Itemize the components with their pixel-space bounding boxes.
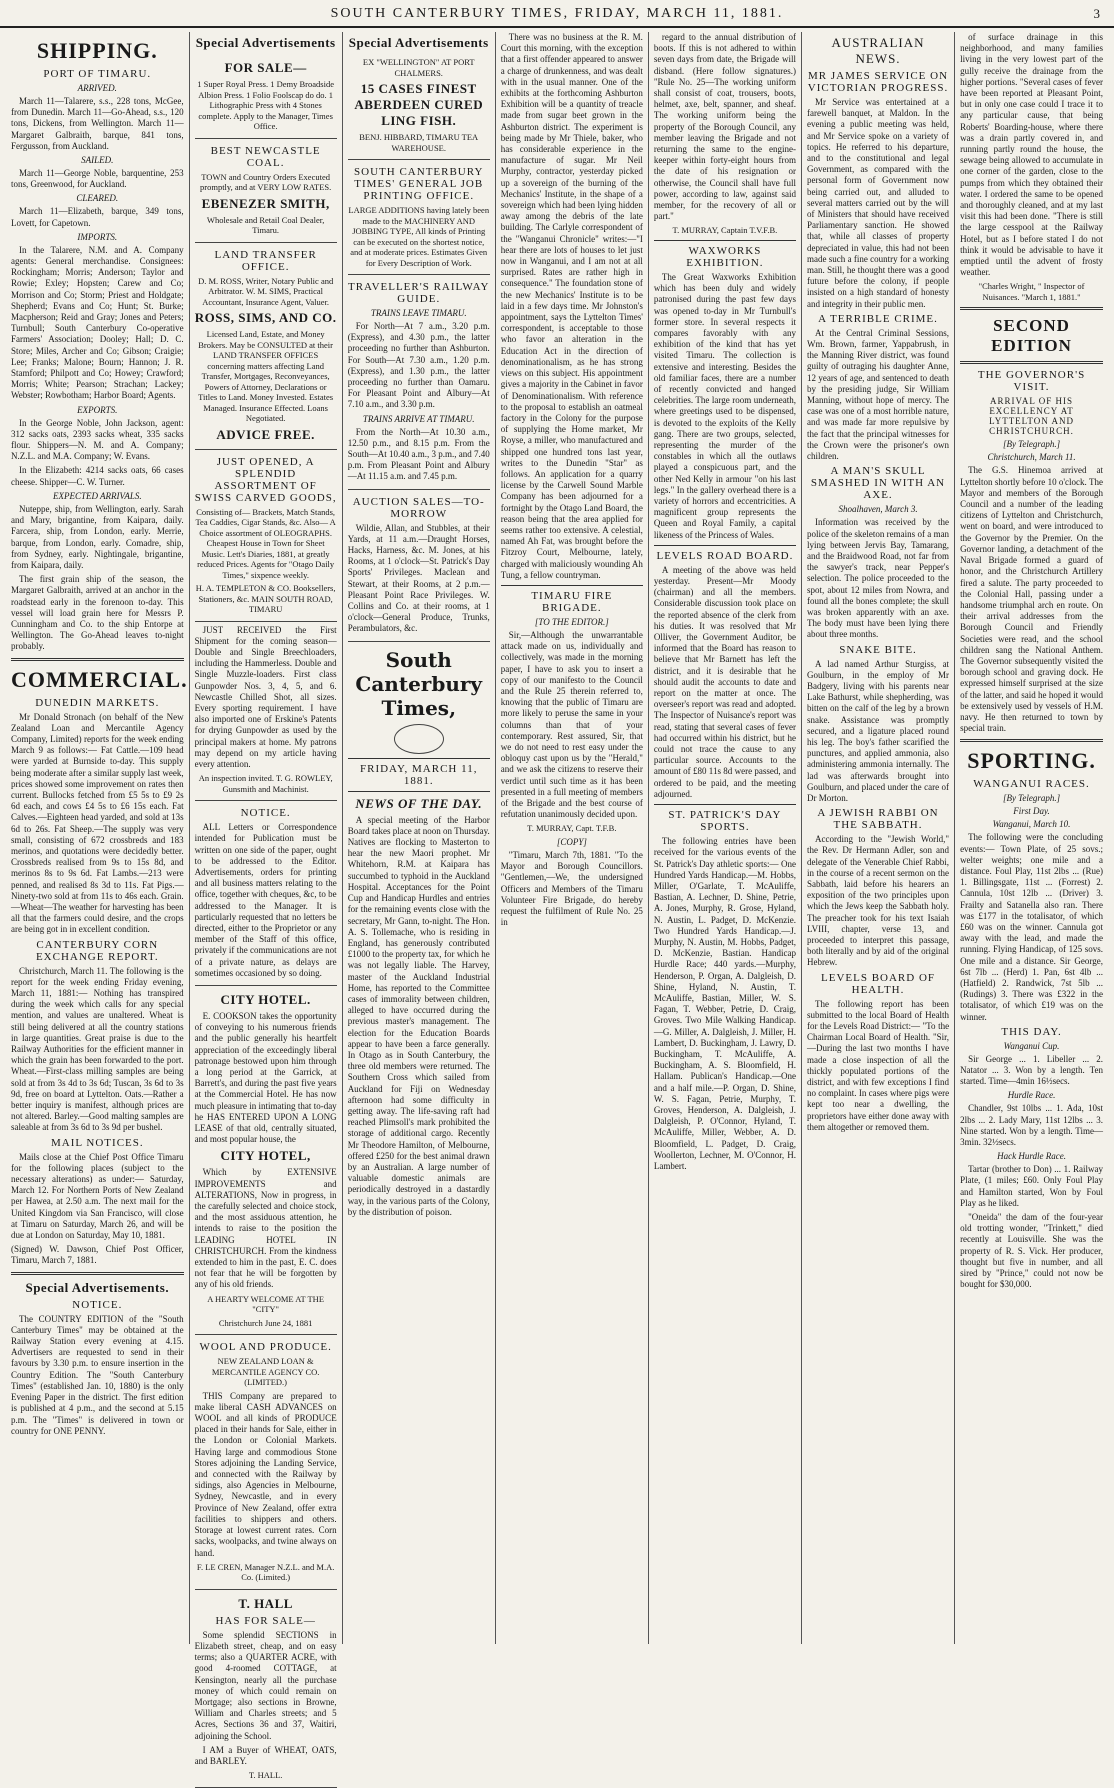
sports-text: The following entries have been received for the various events of the St. Patrick's Day athletic sports:— One Hundred Yards Handicap.—M. Hobbs, Miller, O'Garlate, T. McAuliffe, Bastian, A. Lechner, D. Shine, Petrie, A. Jones, Murphy, R. Grose, Hyland, N. Austin, L. Padget, D. McKenzie. Two Hundred Yards Handicap.—J. Murphy, N. Austin, M. Hobbs, Padget, D. McKenzie, Bastian. Handicap Hurdle Race; 440 yards.—Murphy, Henderson, P. Organ, A. Dalgleish, D. Shine, Hyland, N. Austin, T. McAuliffe, Bastian, Miller, W. S. Fagan, T. Webber, Petrie, D. Craig, Groves. Two Mile Walking Handicap.—G. Miller, A. Dalgleish, J. Miller, H. Lambert, D. Buckingham, J. Lawry, D. Buckingham, T. McAuliffe, A. Buckingham, A. S. Bloomfield, H. Hallam. Publican's Handicap.—One and a half mile.—P. Organ, D. Shine, W. S. Fagan, Petrie, Murphy, T. Groves, Henderson, A. Dalgleish, J. Dalgleish, P. O'Connor, Hyland, T. McAuliffe, Miller, Webber, A. D. Bloomfield, L. Padget, D. Craig, Woollerton, Lechner, M. O'Connor, H. Lambert.: [653, 836, 796, 1171]
divider: [654, 804, 796, 805]
inspector-sign: "Charles Wright, " Inspector of Nuisances. "March 1, 1881.": [978, 281, 1085, 302]
wanganui-place: Wanganui, March 10.: [992, 819, 1071, 830]
masthead: [0, 0, 1114, 28]
sporting-heading: SPORTING.: [967, 748, 1096, 774]
hall-text-2: I AM a Buyer of WHEAT, OATS, and BARLEY.: [194, 1744, 337, 1766]
divider: [11, 658, 184, 661]
templeton-name: H. A. TEMPLETON & CO. Booksellers, Stationers, &c. MAIN SOUTH ROAD, TIMARU: [195, 583, 336, 614]
forsale-text: 1 Super Royal Press. 1 Demy Broadside Albion Press. 1 Folio Foolscap do do. 1 Lithographic Press with 4 Stones complete. Apply to the Manager, Times Office.: [197, 79, 334, 131]
special-ads-heading: Special Advertisements: [195, 35, 336, 50]
fire-sign: T. MURRAY, Capt. T.F.B.: [527, 823, 617, 834]
levels-road-text: A meeting of the above was held yesterday. Present—Mr Moody (chairman) and all the members. Considerable discussion took place on the reported absence of the clerk from his duties. It was resolved that Mr Olliver, the Government Auditor, be informed that the Board has reason to believe that Mr Barnett has left the district, and it is desirable that he should audit the accounts to date and report on the matter at once. The overseer's report was read and adopted. The Inspector of Nuisance's report was read, stating that several cases of fever had occurred within his district, but he could not trace the cause to any particular source. Accounts to the amount of £80 11s 8d were passed, and ordered to be paid, and the meeting adjourned.: [653, 564, 796, 799]
trains-leave-heading: TRAINS LEAVE TIMARU.: [370, 308, 467, 318]
mail-heading: MAIL NOTICES.: [50, 1136, 144, 1149]
divider: [960, 307, 1103, 310]
divider: [501, 585, 643, 586]
divider: [960, 739, 1103, 742]
snake-text: A lad named Arthur Sturgiss, at Goulburn, in the employ of Mr Badgery, living with his parents near Lake Bathurst, while shepherding, was bitten on the calf of the leg by a brown snake. Assistance was promptly secured, and a ligature placed round his leg. The boy's father scarified the punctures, and applied ammonia, also administering ammonia internally. The lad was afterwards brought into Goulburn, and placed under the care of Dr Morton.: [806, 658, 950, 803]
imports-text: In the Talarere, N.M. and A. Company agents: General merchandise. Consignees: Rockingham; Morris; Anderson; Taylor and Rowie; Exley; Hopsten; Carew and Co; Morrison and Co; Storm; Priest and Holdgate; Shepherd; Evans and Co; Hunt; St. Burke; Macpherson; Reid and Gray; Jones and Peters; Turnbull; South Canterbury Co-operative Farmers' Association; Dooley; Hall; D. C. Store; Miles, Archer and Co; Gibson; Craigie; Lee; Franks; Malone; Bourn; Hannon; J. R. Stamford; Philpott and Co; Howey; Crawford; Morris; White; Pearson; Strachan; Lackey; Webster; Rowbotham; Harbor Board; Agents.: [11, 244, 184, 401]
shipping-notes: The first grain ship of the season, the Margaret Galbraith, arrived at an anchor in the roadstead early in the forenoon to-day. This vessel will load grain here for Messrs P. Cunningham and Co. to the ship Entorpe at Wellington. The Go-Ahead leaves to-night probably.: [11, 574, 184, 652]
ross-title: ROSS, SIMS, AND CO.: [194, 310, 337, 325]
column-4: [496, 32, 649, 1644]
commercial-heading: COMMERCIAL.: [11, 666, 188, 692]
forsale-ad: [195, 54, 337, 139]
oneida-text: "Oneida" the dam of the four-year old trotting wonder, "Trinkett," died recently at Louisville. She was the property of R. S. Vick. Her producer, thought but five in number, and all sired by "Prince," could not now be bought for $30,000.: [960, 1212, 1103, 1290]
chalmers-text: EX "WELLINGTON" AT PORT CHALMERS.: [362, 57, 475, 78]
exports-heading: EXPORTS.: [77, 404, 118, 415]
dunedin-text: Mr Donald Stronach (on behalf of the New Zealand Loan and Mercantile Agency Company, Limited) reports for the week ending March 9 as follows:— Fat Cattle.—109 head were yarded at Burnside to-day. This supply being moderate after a similar supply last week, prices showed some improvement on rates then current. Bullocks fetched from £5 5s to £9 2s 6d each, and cows £4 5s to £6 15s each. Fat Calves.—Eighteen head yarded, and sold at 13s 6d to 26s. Fat Sheep.—The supply was very small, consisting of 672 crossbreds and 183 merinos, and quotations were decidedly better. Crossbreds realised from 9s to 15s 8d, and merinos 8s to 9s 6d. Fat Lambs.—213 were penned, and realised 8s 3d to 11s. Fat Pigs.—Ninety-two sold at from 11s to 46s each. Grain.—Wheat—The weather for harvesting has been all that the farmers could desire, and the crops are being got in in excellent condition.: [11, 711, 184, 935]
issue-date: FRIDAY, MARCH 11, 1881.: [360, 762, 478, 787]
divider: [11, 1272, 184, 1275]
health-text: The following report has been submitted to the local Board of Health for the Levels Road District:— "To the Chairman Local Board of Health. "Sir,—During the last two months I have made a close inspection of all the thickly populated portions of the district, and with few exceptions I find no complaint. In cases where pigs were kept too near a dwelling, the proprietors have either done away with them altogether or removed them.: [806, 998, 950, 1132]
column-5: [649, 32, 802, 1644]
special-ads-heading: Special Advertisements: [348, 35, 489, 50]
wool-ad: [195, 1335, 337, 1590]
service-heading: MR JAMES SERVICE ON VICTORIAN PROGRESS.: [807, 70, 949, 94]
fire-sign: T. MURRAY, Captain T.V.F.B.: [672, 225, 778, 236]
news-heading: NEWS OF THE DAY.: [355, 795, 483, 811]
hall-ad: [195, 1590, 337, 1788]
advice-title: ADVICE FREE.: [216, 426, 315, 442]
leave-text: For North—At 7 a.m., 3.20 p.m. (Express), and 4.30 p.m., the latter proceeding no further than Ashburton. For South—At 7.30 a.m., 1.20 p.m. (Express), and 1.30 p.m., the latter proceeding no further than Oamaru. For Pleasant Point and Albury—At 7.10 a.m., and 3.30 p.m.: [347, 321, 490, 410]
expected-text: Nuteppe, ship, from Wellington, early. Sarah and Mary, brigantine, from Kaipara, daily. Farcera, ship, from London, early. Merrie, barque, from London, early. Comadre, ship, from Sydney, early. Nightingale, brigantine, from Kaipara, daily.: [11, 503, 184, 570]
divider: [654, 240, 796, 241]
guide-title: TRAVELLER'S RAILWAY GUIDE.: [347, 281, 490, 305]
st-patrick-heading: ST. PATRICK'S DAY SPORTS.: [668, 809, 782, 834]
auction-text: Wildie, Allan, and Stubbles, at their Yards, at 11 a.m.—Draught Horses, Hacks, Harness, &c. M. Jones, at his Rooms, at 1 o'clock—St. Patrick's Day Sports' Privileges. Maclean and Stewart, at their Rooms, at 2 p.m.—Pleasant Point Race Privileges. W. Collins and Co. at their rooms, at 1 o'clock—General Produce, Trunks, Perambulators, &c.: [347, 522, 490, 634]
cleared-heading: CLEARED.: [76, 193, 119, 204]
rowley-sign: An inspection invited. T. G. ROWLEY, Gunsmith and Machinist.: [198, 773, 333, 794]
arrival-heading: ARRIVAL OF HIS EXCELLENCY AT LYTTELTON AND CHRISTCHURCH.: [989, 396, 1074, 437]
coal-ad: [195, 139, 337, 243]
notice-heading: NOTICE.: [240, 807, 291, 820]
fire-brigade-heading: TIMARU FIRE BRIGADE.: [531, 589, 613, 614]
ling-title: 15 CASES FINEST ABERDEEN CURED LING FISH.: [354, 81, 484, 128]
hotel-name: CITY HOTEL,: [220, 1148, 311, 1164]
page-number: 3: [1093, 6, 1100, 21]
hotel-ad: [195, 986, 337, 1335]
welcome-text: A HEARTY WELCOME AT THE "CITY": [207, 1293, 325, 1315]
swiss-ad: [195, 450, 337, 622]
governor-text: The G.S. Hinemoa arrived at Lyttelton shortly before 10 o'clock. The Mayor and members of the Borough Council and a number of the leading citizens of Lyttelton and Christchurch, went on board, and were introduced to the Governor by the Premier. On the Governor landing, a detachment of the Naval Brigade formed a guard of honor, and the Christchurch Artillery fired a salute. The party proceeded to the Colonial Hall, passing under a handsome triumphal arch en route. On their arrival addresses from the Borough Council and Friendly Societies were read, and the school children sang the National Anthem. The Governor subsequently visited the borough school and graving dock. He expressed himself surprised at the size of the latter, and said he hoped it would be extensively used by vessels of H.M. navy. He then returned to town by special train.: [960, 465, 1103, 734]
land-ad: [195, 243, 337, 450]
port-heading: PORT OF TIMARU.: [43, 68, 152, 80]
smith-name: EBENEZER SMITH,: [201, 195, 330, 211]
skull-place: Shoalhaven, March 3.: [838, 504, 918, 515]
hall-sign: T. HALL.: [248, 1770, 283, 1781]
australian-heading: AUSTRALIAN NEWS.: [831, 35, 925, 66]
hotel-title: CITY HOTEL.: [220, 991, 311, 1007]
sailings-text: March 11—George Noble, barquentine, 253 tons, Greenwood, for Auckland.: [11, 168, 184, 190]
snake-heading: SNAKE BITE.: [839, 643, 917, 656]
job-printing-ad: [348, 160, 490, 275]
wool-title: WOOL AND PRODUCE.: [199, 1341, 332, 1354]
waxworks-text: The Great Waxworks Exhibition which has been duly and widely patronised during the past few days was opened to-day in Mr Turnbull's former store. In several respects it compares favorably with any exhibition of the kind that has yet visited Timaru. The collection is extensive and interesting. Besides the old familiar faces, there are a number of recently convicted and hanged celebrities. The large room underneath, where greetings used to be dispensed, is devoted to the exploits of the Kelly gang. There are two groups, selected, representing the murder of the constables in which all the outlaws played a conspicuous part, and the other Ned Kelly in armour "on his last legs." In the gallery overhead there is a variety of horrors and eccentricities. A magnificent group represents the Queen and Royal Family, a capital likeness of the Princess of Wales.: [653, 271, 796, 540]
levels-road-heading: LEVELS ROAD BOARD.: [656, 549, 794, 562]
ross-text: Licensed Land, Estate, and Money Brokers. May be CONSULTED at their LAND TRANSFER OFFICES concerning matters affecting Land Transfer, Mortgages, Reconveyances, Powers of Attorney, Declarations or Titles to Land. Money Invested. Estates Managed. Insurance Effected. Loans Negotiated.: [198, 329, 334, 423]
masthead-title: SOUTH CANTERBURY TIMES, FRIDAY, MARCH 11, 1881.: [330, 6, 784, 21]
news-continued: There was no business at the R. M. Court this morning, with the exception that a first offender appeared to answer a charge of drunkenness, and was dealt with in the usual manner. One of the exhibits at the forthcoming Ashburton Exhibition will be a quantity of treacle made from sugar beet grown in the Ashburton district. The experiment is being made by Mr Thiele, baker, who has considerable experience in the manufacture of sugar. Mr Neil Murphy, contractor, yesterday picked up a sovereign of the burning of the Mechanics' Institute, in the shape of a sovereign which had been lying hidden away among the debris of the late building. The Carlyle correspondent of the "Wanganui Chronicle" writes:—"I hear there are lots of houses to let just now in Wanganui, and I am not at all surprised. Rates are rather high in consequence." The foundation stone of the new Mechanics' Institute is to be laid in a few days time. Mr Johnston's appointment, says the Lyttelton Times' correspondent, is acceptable to those who favor an alteration in the Education Act in the direction of denominationalism, as he has strong views on this subject. His appointment gives a majority in the Cabinet in favor of Denominationalism. With reference to the proposal to establish an oatmeal factory in the Colony for the purpose of supplying the Home market, Mr Royse, a miller, who manufactured and shipped one hundred tons last year, writes to the Dunedin "Star" as follows. An application for a quarry license by the Carwell Sound Marble Company has been adjourned for a fortnight by the Otago Land Board, the reason being that the area applied for seems rather too extensive. A celestial, named Ah Fat, was brought before the Fitzroy Court, Melbourne, lately, charged with maliciously wounding Ah Tung, a fellow countryman.: [500, 32, 643, 580]
coal-text: TOWN and Country Orders Executed promptly, and at VERY LOW RATES.: [200, 171, 332, 192]
fire-continued: regard to the annual distribution of boots. If this is not adhered to within seven days from date, the Brigade will disband. (Here follow signatures.) "Rule No. 25—The working uniform shall consist of coat, trousers, boots, helmet, axe, belt, spanner, and sheaf. The working uniform being the property of the Borough Council, any member leaving the Brigade and not returning the same to the engine-keeper within forty-eight hours from the date of his resignation or otherwise, the Council shall have full power, according to law, against said member, for the recovery of all or part.": [653, 32, 796, 222]
column-6: [802, 32, 955, 1644]
governor-place: Christchurch, March 11.: [987, 452, 1076, 463]
office-text: LARGE ADDITIONS having lately been made to the MACHINERY AND JOBBING TYPE, All kinds of Printing can be executed on the shortest notice, and at moderate prices. Estimates Given for Every Description of Work.: [348, 205, 490, 268]
arrived-heading: ARRIVED.: [77, 83, 117, 93]
hack-results: Tartar (brother to Don) ... 1. Railway Plate, (1 miles; £60. Only Foul Play and Hamilton started, Won by Foul Play as he liked.: [960, 1164, 1103, 1208]
divider: [348, 791, 490, 792]
notice-text: ALL Letters or Correspondence intended for Publication must be written on one side of the paper, ought to be addressed to the Editor. Advertisements, orders for printing and all business matters relating to the office, together with cheques, &c, to be addressed to the Manager. It is particularly requested that no letters be directed, either to the Proprietor or any member of the Staff of this office, privately if the communications are not of a private nature, as delays are sometimes occasioned by so doing.: [194, 822, 337, 978]
land-title: LAND TRANSFER OFFICE.: [214, 248, 317, 273]
clearances-text: March 11—Elizabeth, barque, 349 tons, Lovett, for Capetown.: [11, 206, 184, 228]
column-7: [955, 32, 1108, 1644]
smith-text: Wholesale and Retail Coal Dealer, Timaru.: [206, 214, 325, 235]
hurdle-heading: Hurdle Race.: [1007, 1090, 1056, 1101]
forsale-title: FOR SALE—: [224, 60, 307, 75]
second-edition-heading: SECOND EDITION: [991, 316, 1072, 356]
mail-text: Mails close at the Chief Post Office Timaru for the following places (subject to the necessary alterations) as under:— Saturday, March 12. For Northern Ports of New Zealand per Hawea, at 2.50 a.m. The next mail for the United Kingdom via San Francisco, will close at Timaru on Saturday, March 26, and will be due at London on Saturday, May 10, 1881.: [11, 1151, 184, 1241]
governor-heading: THE GOVERNOR'S VISIT.: [977, 369, 1086, 394]
copy-heading: [COPY]: [556, 836, 587, 847]
trains-arrive-heading: TRAINS ARRIVE AT TIMARU.: [362, 413, 475, 424]
arrive-text: From the North—At 10.30 a.m., 12.50 p.m., and 8.15 p.m. From the South—At 10.40 a.m., 3 p.m., and 7.40 p.m. From Pleasant Point and Albury—At 11.15 a.m. and 7.45 p.m.: [347, 426, 490, 482]
arrivals-text: March 11—Talarere, s.s., 228 tons, McGee, from Dunedin. March 11—Go-Ahead, s.s., 120 tons, Dickens, from Wellington. March 11—Margaret Galbraith, barque, 841 tons, Fergusson, from Auckland.: [11, 96, 184, 151]
this-day-heading: THIS DAY.: [1001, 1025, 1062, 1038]
shipping-heading: SHIPPING.: [36, 38, 158, 63]
to-editor: [TO THE EDITOR.]: [534, 616, 609, 627]
telegraph-note: [By Telegraph.]: [1002, 793, 1061, 804]
hall-sub: HAS FOR SALE—: [215, 1614, 316, 1627]
wanganui-heading: WANGANUI RACES.: [973, 778, 1090, 791]
special-ads-heading: Special Advertisements.: [25, 1279, 170, 1295]
service-text: Mr Service was entertained at a farewell banquet, at Maldon. In the evening a public meeting was held, and Mr Service spoke on a variety of topics. He referred to his departure, and to the constitutional and legal Government, as compared with the personal form of Government now being carried out, and alluded to several matters carried out by the will of Ministers that should have received Parliamentary sanction. He showed that, while all classes of property depreciated in value, this had not been made such a fine country for a working man. Still, he thought there was a good future before the colony, if people insisted on a high standard of honesty and integrity in their public men.: [806, 97, 950, 309]
column-3: [343, 32, 496, 1644]
gunsmith-ad: [195, 622, 337, 802]
swiss-title: JUST OPENED, A SPLENDID ASSORTMENT OF SWISS CARVED GOODS,: [194, 455, 337, 504]
welcome-date: Christchurch June 24, 1881: [218, 1317, 313, 1328]
telegraph-note: [By Telegraph.]: [1002, 439, 1061, 450]
hotel-text: E. COOKSON takes the opportunity of conveying to his numerous friends and the public generally his heartfelt appreciation of the exceedingly liberal patronage bestowed upon him through a long period at the Garrick, at Barrett's, and during the past five years at the Commercial Hotel. He has now much pleasure in intimating that to-day he HAS ENTERED UPON A LONG LEASE of that old, centrally situated, and most popular house, the: [194, 1010, 337, 1145]
crest-emblem: [394, 724, 444, 754]
swiss-text: Consisting of— Brackets, Match Stands, Tea Caddies, Cigar Stands, &c. Also— A Choice assortment of OLEOGRAPHS. Cheapest House in Town for Sheet Music. Lett's Diaries, 1881, at greatly reduced Prices. Agents for "Otago Daily Times," sixpence weekly.: [195, 506, 336, 580]
expected-heading: EXPECTED ARRIVALS.: [52, 490, 142, 501]
cup-heading: Wanganui Cup.: [1003, 1040, 1060, 1051]
hotel-text-2: Which by EXTENSIVE IMPROVEMENTS and ALTERATIONS, Now in progress, in the carefully selected and choice stock, and the most assiduous attention, he intends to raise to the position the LEADING HOTEL IN CHRISTCHURCH. From the kindness extended to him in the past, E. C. does not fear that he will be forgotten by any of his old friends.: [194, 1167, 337, 1290]
copy-text: "Timaru, March 7th, 1881. "To the Mayor and Borough Councillors. "Gentlemen,—We, the undersigned Officers and Members of the Timaru Volunteer Fire Brigade, do hereby request the fulfilment of Rule No. 25 in: [500, 849, 643, 928]
column-1: [6, 32, 190, 1644]
nz-loan-sign: F. LE CREN, Manager N.Z.L. and M.A. Co. (Limited.): [196, 1561, 335, 1583]
board-health-heading: LEVELS BOARD OF HEALTH.: [821, 971, 936, 996]
column-2: [190, 32, 343, 1781]
exports-text: In the George Noble, John Jackson, agent: 312 sacks oats, 2393 sacks wheat, 335 sacks flour. Shippers—N. M. and A. Company; N.Z.L. and M.A. Company; W. Evans.: [11, 417, 184, 462]
coal-title: BEST NEWCASTLE COAL.: [210, 144, 321, 169]
crime-heading: A TERRIBLE CRIME.: [818, 312, 938, 325]
exchange-heading: CANTERBURY CORN EXCHANGE REPORT.: [35, 938, 159, 963]
hack-heading: Hack Hurdle Race.: [997, 1151, 1066, 1162]
rabbi-heading: A JEWISH RABBI ON THE SABBATH.: [817, 807, 939, 832]
nameplate: South Canterbury Times,: [355, 647, 483, 720]
hall-title: T. HALL: [238, 1595, 293, 1611]
divider: [348, 758, 490, 759]
skull-heading: A MAN'S SKULL SMASHED IN WITH AN AXE.: [810, 465, 946, 502]
races-text: The following were the concluding events:— Town Plate, of 25 sovs.; welter weights; one mile and a distance. Foul Play, 11st 2lbs ... (Rue) 1. Billingsgate, 11st ... (Forrest) 2. Cannula, 10st 12lb ... (Driver) 3. Frailty and Satanella also ran. There was £177 in the totalisator, of which £60 was on the winner. Cannula got away with the lead, and made the running. Flying Handicap, of 125 sovs. One mile and a distance. Sir George, 6st 7lb ... (Herd) 1. Pan, 6st 4lb ... (Hatfield) 2. Randwick, 7st 5lb ... (Rudings) 3. There was £322 in the totalisator, of which £19 was on the winner.: [960, 832, 1103, 1022]
hibbard-text: BENJ. HIBBARD, TIMARU TEA WAREHOUSE.: [359, 132, 479, 153]
imports-heading: IMPORTS.: [77, 231, 118, 242]
land-names: D. M. ROSS, Writer, Notary Public and Arbitrator. W. M. SIMS, Practical Accountant, Insurance Agent, Valuer.: [198, 275, 334, 307]
cup-results: Sir George ... 1. Libeller ... 2. Natator ... 3. Won by a length. Ten started. Time—4min 16½secs.: [960, 1053, 1103, 1087]
ling-ad: [348, 54, 490, 160]
health-continued: of surface drainage in this neighborhood, and many families living in the very lowest part of the gully receive the drainage from the higher portions. "Several cases of fever have been reported at Pleasant Point, but in only one case could I trace it to any particular cause, that being Roberts' Boarding-house, where there was a drain partly covered in, and running partly round the house, the sewage being allowed to accumulate in one corner of the garden, close to the pumps from which they obtained their water. I ordered the same to be opened and thoroughly cleaned, and at my last visit this had been done. "There is still the large cesspool at the Railway Hotel, but as I before stated I do not think it would be advisable to have it emptied until the advent of frosty weather.: [960, 32, 1103, 278]
hurdle-results: Chandler, 9st 10lbs ... 1. Ada, 10st 2lbs ... 2. Lady Mary, 11st 12lbs ... 3. Nine started. Won by a length. Time—3min. 32½secs.: [960, 1103, 1103, 1148]
newspaper-columns: [6, 32, 1108, 1781]
exchange-text: Christchurch, March 11. The following is the report for the week ending Friday evening, March 11, 1881:— Nothing has transpired during the week which calls for any special mention, and values are unaltered. Wheat is still being delivered at all the country stations in large quantities. Great praise is due to the Railway Authorities for the efficient manner in which the grain has been forwarded to the port. Wheat.—First-class milling samples are being sold at from 3s 4d to 3s 6d; Tuscan, 3s 6d to 3s 9d, free on board at Lyttelton. Oats.—Rather a better inquiry is manifest, although prices are not altered. Barley.—Good malting samples are saleable at from 3s 6d to 3s 9d per bushel.: [11, 965, 184, 1133]
railway-guide: [348, 275, 490, 490]
sailed-heading: SAILED.: [81, 155, 114, 166]
office-title: SOUTH CANTERBURY TIMES' GENERAL JOB PRINTING OFFICE.: [354, 166, 484, 202]
nz-loan-title: NEW ZEALAND LOAN & MERCANTILE AGENCY CO. (LIMITED.): [211, 1356, 320, 1388]
divider: [960, 361, 1103, 364]
news-text: A special meeting of the Harbor Board takes place at noon on Thursday. Natives are flocking to Masterton to hear the new Maori prophet. Mr Whitehorn, R.M. at Kaipara has succumbed to typhoid in the Auckland Hospital. Acceptances for the Point Cup and Handicap Hurdles and entries for the remaining events close with the secretary, Mr Gann, to-night. The Hon. A. S. Tollemache, who is residing in England, has generously contributed £1000 to the property tax, for which he was not legally liable. The Harvey, master of the Auckland Industrial Home, has reported to the Committee cases of immorality between children, alleged to have occurred during the previous master's management. The election for the Education Boards appear to have been a farce generally. In Otago as in South Canterbury, the three old members were returned. The Southern Cross which sailed from Auckland for Fiji on Wednesday afternoon had some difficulty in getting away. The life-saving raft had reached Plimsoll's mark prohibited the storage of additional cargo. Recently Mr Theodore Hamilton, of Melbourne, offered £250 for the best animal drawn by an Australian. A large number of valuable domestic animals are periodically destroyed in a dastardly way, in the various parts of the Colony, by the distribution of poison.: [347, 814, 490, 1217]
waxworks-heading: WAXWORKS EXHIBITION.: [686, 244, 764, 269]
received-text: JUST RECEIVED the First Shipment for the coming season— Double and Single Breechloaders, including the Hammerless. Double and Single Muzzle-loaders. First class Gunpowder Nos. 3, 4, 5, and 6. Newcastle Chilled Shot, all sizes. Every sporting requirement. I have also imported one of Erskine's Patents for drying Gunpowder as used by the principal makers at home. My patrons may depend on my article having every attention.: [194, 624, 337, 769]
exports-text-2: In the Elizabeth: 4214 sacks oats, 66 cases cheese. Shipper—C. W. Turner.: [11, 465, 184, 487]
postmaster-sign: (Signed) W. Dawson, Chief Post Officer, Timaru, March 7, 1881.: [11, 1244, 184, 1266]
auction-title: AUCTION SALES—TO-MORROW: [352, 495, 485, 520]
dunedin-heading: DUNEDIN MARKETS.: [35, 696, 160, 709]
first-day: First Day.: [1013, 806, 1050, 817]
notice-text: The COUNTRY EDITION of the "South Canterbury Times" may be obtained at the Railway Station every evening at 4.15. Advertisers are requested to send in their favours by 3.30 p.m. to ensure insertion in the Country Edition. The "South Canterbury Times" (established Jan. 10, 1880) is the only Evening Paper in the district. The first edition is published at 4 p.m., and the second at 5.15 p.m. The "Times" is delivered in town or country for ONE PENNY.: [11, 1313, 184, 1436]
rabbi-text: According to the "Jewish World," the Rev. Dr Hermann Adler, son and delegate of the Venerable Chief Rabbi, in the course of a recent sermon on the Sabbath, laid before his hearers an exposition of the two principles upon which the Jews keep the Sabbath holy. The preacher took for his text Isaiah LVIII, chapter, verse 13, and proceeded to interpret this passage, both literally and by aid of the original Hebrew.: [806, 834, 950, 968]
skull-text: Information was received by the police of the skeleton remains of a man lying between Jervis Bay, Tamarang, and the Braidwood Road, not far from the sawyer's track, near Pepper's selection. The police proceeded to the spot, about 12 miles from Nowra, and found all the bones complete; the skull was broken apparently with an axe. The body must have been lying there about three months.: [806, 517, 950, 640]
divider: [654, 545, 796, 546]
fire-letter: Sir,—Although the unwarrantable attack made on us, individually and collectively, was made in the morning paper, I have to ask you to insert a copy of our manifesto to the Council and the Rule 25 therein referred to, knowing that the public of Timaru are more likely to peruse the same in your columns than that of your contemporary. Rest assured, Sir, that we do not need to rest easy under the obloquy cast upon us by the "Herald," and we ask the citizens to reserve their verdict until such time as it has been presented in a full meeting of members of the Brigade and the best course of refutation unanimously decided upon.: [500, 629, 643, 820]
nz-loan-text: THIS Company are prepared to make liberal CASH ADVANCES on WOOL and all kinds of PRODUCE placed in their hands for Sale, either in the London or Colonial Markets. Having large and commodious Stone Stores adjoining the Landing Service, and connected with the Railway by sidings, also Agencies in Melbourne, Sydney, Newcastle, and in every Province of New Zealand, offer extra facilities to shippers and others. Storage at lowest current rates. Corn sacks, woolpacks, and twine always on hand.: [194, 1390, 337, 1558]
auction-sales: [348, 490, 490, 642]
notice-heading: NOTICE.: [72, 1298, 123, 1311]
crime-text: At the Central Criminal Sessions, Wm. Brown, farmer, Yappabrush, in the Manning River district, was found guilty of outraging his daughter Anne, 12 years of age, and sentenced to death by the presiding judge, Sir William Manning, without hope of mercy. The case was one of a most horrible nature, and was made far more repulsive by the fact that the principal witnesses for the Crown were the prisoner's own children.: [806, 327, 950, 462]
notice-ad: [195, 801, 337, 986]
hall-text: Some splendid SECTIONS in Elizabeth street, cheap, and on easy terms; also a QUARTER ACRE, with good 4-roomed COTTAGE, at Kensington, nearly all the purchase money of which could remain on Mortgage; also sections in Browne, William and Charles streets; and 5 Acres, Sections 36 and 37, Waitiri, adjoining the School.: [194, 1629, 337, 1741]
